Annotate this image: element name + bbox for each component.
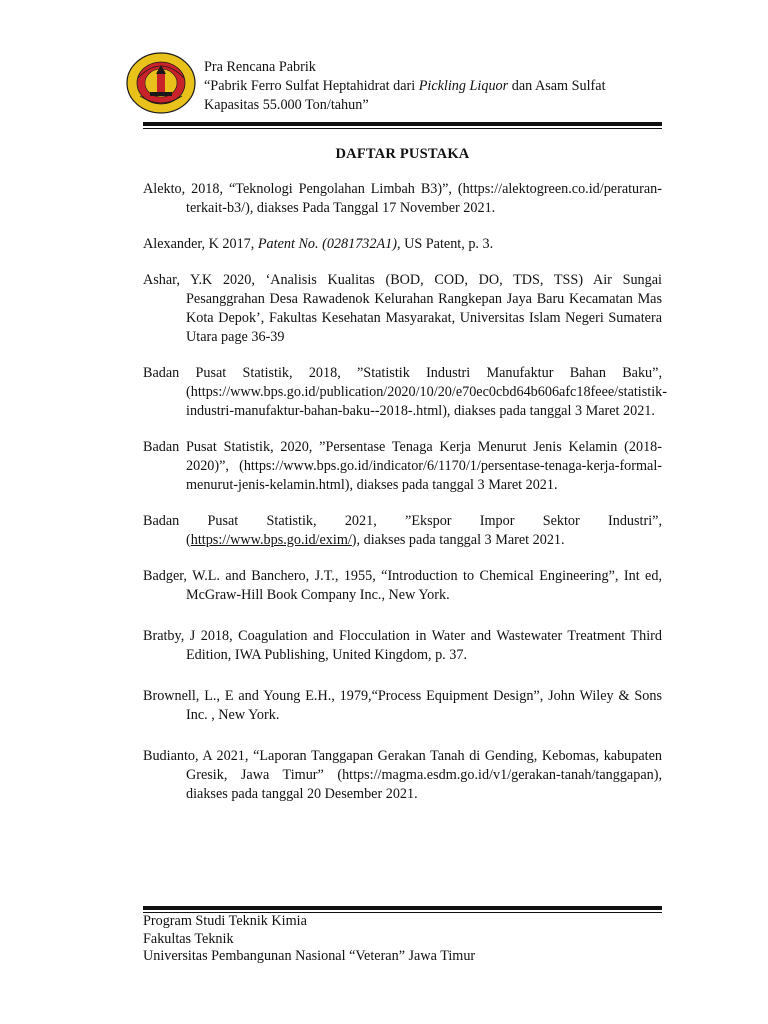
reference-item: Budianto, A 2021, “Laporan Tanggapan Gerakan Tanah di Gending, Kebomas, kabupaten Gresik, Jawa Timur” (https://magma.esdm.go.id/v1/gerakan-tanah/tanggapan), diakses pada tanggal 20 Desember 2021. [143,748,662,802]
header-divider-thin [143,128,662,129]
reference-link[interactable]: https://www.bps.go.id/exim/ [190,532,352,548]
header-text [204,58,606,115]
footer-line-3: Universitas Pembangunan Nasional “Veteran” Jawa Timur [143,948,476,964]
page-header [126,52,666,122]
reference-item: Ashar, Y.K 2020, ‘Analisis Kualitas (BOD, COD, DO, TDS, TSS) Air Sungai Pesanggrahan Desa Rawadenok Kelurahan Rangkepan Jaya Baru Kecamatan Mas Kota Depok’, Fakultas Kesehatan Masyarakat, Universitas Islam Negeri Sumatera Utara page 36-39 [143,272,662,345]
reference-item: Brownell, L., E and Young E.H., 1979,“Process Equipment Design”, John Wiley & Sons Inc. , New York. [143,688,662,723]
university-logo [126,52,196,114]
footer-line-2: Fakultas Teknik [143,930,234,947]
reference-list [143,180,667,804]
header-line-3: Kapasitas 55.000 Ton/tahun” [204,97,369,113]
footer-divider [143,906,662,910]
header-divider [143,122,662,126]
reference-item: Badan Pusat Statistik, 2020, ”Persentase Tenaga Kerja Menurut Jenis Kelamin (2018-2020)”, (https://www.bps.go.id/indicator/6/1170/1/persentase-tenaga-kerja-formal-menurut-jenis-kelamin.html), diakses pada tanggal 3 Maret 2021. [143,439,662,493]
reference-item: Badan Pusat Statistik, 2021, ”Ekspor Impor Sektor Industri”, (https://www.bps.go.id/exim/), diakses pada tanggal 3 Maret 2021. [143,513,662,548]
header-line-2: “Pabrik Ferro Sulfat Heptahidrat dari Pickling Liquor dan Asam Sulfat [204,78,606,94]
page-title: DAFTAR PUSTAKA [335,146,470,162]
header-line-1: Pra Rencana Pabrik [204,59,316,75]
reference-item: Alekto, 2018, “Teknologi Pengolahan Limbah B3)”, (https://alektogreen.co.id/peraturan-terkait-b3/), diakses Pada Tanggal 17 November 2021. [143,181,662,216]
reference-item: Alexander, K 2017, Patent No. (0281732A1), US Patent, p. 3. [143,236,494,252]
page-footer [143,913,475,966]
reference-item: Badan Pusat Statistik, 2018, ”Statistik Industri Manufaktur Bahan Baku”, (https://www.bps.go.id/publication/2020/10/20/e70ec0cbd64b606afc18feee/statistik-industri-manufaktur-bahan-baku--2018-.html), diakses pada tanggal 3 Maret 2021. [143,365,667,419]
footer-line-1: Program Studi Teknik Kimia [143,913,307,929]
reference-item: Badger, W.L. and Banchero, J.T., 1955, “Introduction to Chemical Engineering”, Int ed, McGraw-Hill Book Company Inc., New York. [143,568,662,603]
reference-item: Bratby, J 2018, Coagulation and Flocculation in Water and Wastewater Treatment Third Edition, IWA Publishing, United Kingdom, p. 37. [143,628,662,663]
